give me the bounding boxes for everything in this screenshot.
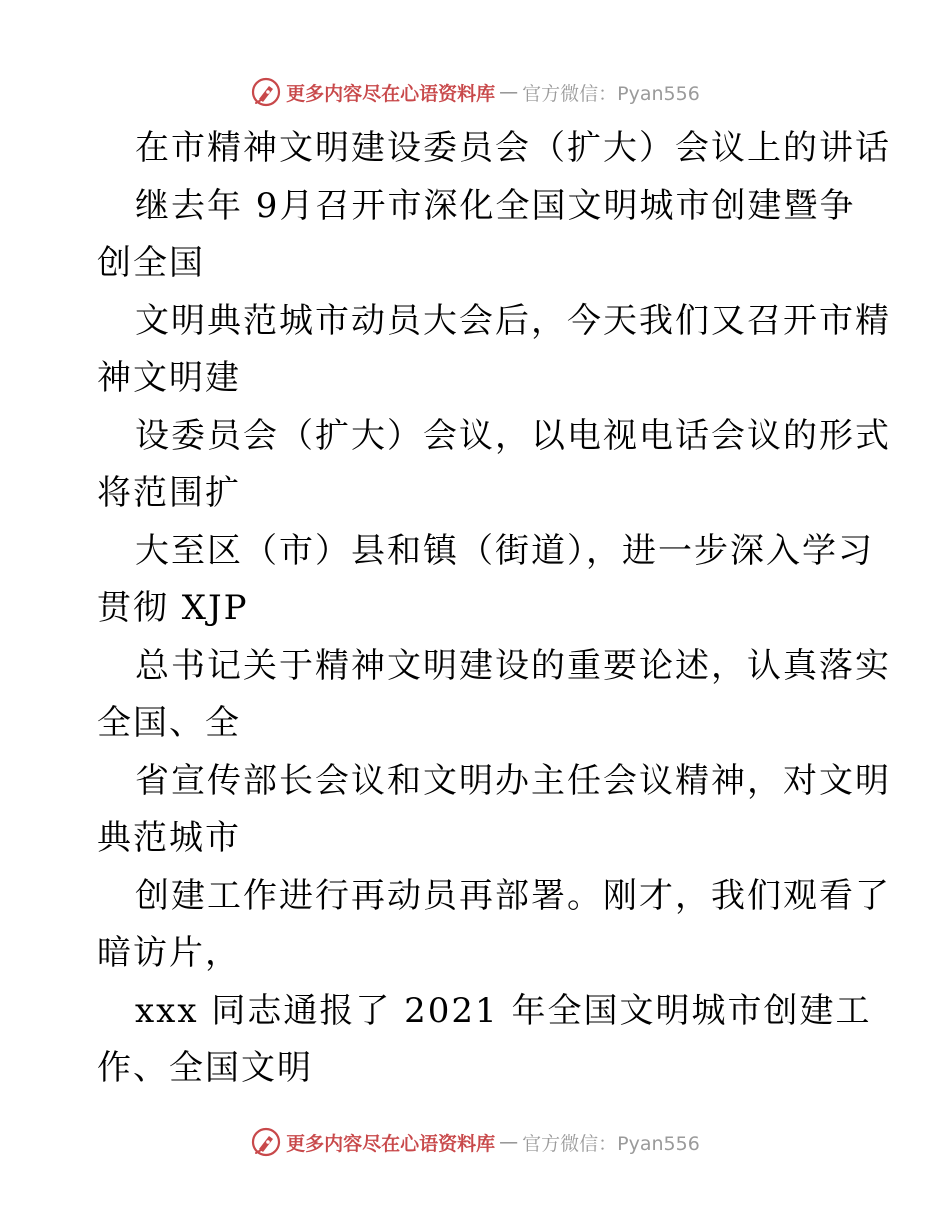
paragraph-line: 贯彻 XJP bbox=[97, 588, 249, 628]
watermark-wechat-text: 官方微信：Pyan556 bbox=[522, 82, 700, 105]
paragraph-line: 典范城市 bbox=[97, 818, 241, 858]
paragraph-line: 将范围扩 bbox=[97, 473, 241, 513]
watermark-main-text: 更多内容尽在心语资料库 bbox=[286, 82, 496, 105]
paragraph-line: 全国、全 bbox=[97, 703, 241, 743]
pen-nib-logo-icon bbox=[250, 1126, 282, 1158]
paragraph-line: 总书记关于精神文明建设的重要论述，认真落实 bbox=[135, 645, 891, 686]
paragraph-line: 设委员会（扩大）会议，以电视电话会议的形式 bbox=[135, 415, 891, 456]
footer-watermark bbox=[0, 1122, 950, 1162]
paragraph-line: 暗访片， bbox=[97, 933, 241, 973]
paragraph-line: xxx 同志通报了 2021 年全国文明城市创建工 bbox=[135, 990, 872, 1031]
watermark-dash: — bbox=[499, 1131, 519, 1153]
paragraph-line: 创建工作进行再动员再部署。刚才，我们观看了 bbox=[135, 875, 891, 916]
document-title-line: 在市精神文明建设委员会（扩大）会议上的讲话 bbox=[135, 128, 891, 168]
watermark-main-text: 更多内容尽在心语资料库 bbox=[286, 1132, 496, 1155]
pen-nib-logo-icon bbox=[250, 76, 282, 108]
header-watermark bbox=[0, 72, 950, 112]
document-body bbox=[97, 120, 891, 1098]
paragraph-line: 创全国 bbox=[97, 243, 205, 283]
watermark-wechat-text: 官方微信：Pyan556 bbox=[522, 1132, 700, 1155]
watermark-dash: — bbox=[499, 81, 519, 103]
paragraph-line: 文明典范城市动员大会后，今天我们又召开市精 bbox=[135, 300, 891, 341]
paragraph-line: 省宣传部长会议和文明办主任会议精神，对文明 bbox=[135, 760, 891, 801]
paragraph-line: 继去年 9月召开市深化全国文明城市创建暨争 bbox=[135, 185, 856, 226]
paragraph-line: 神文明建 bbox=[97, 358, 241, 398]
paragraph-line: 作、全国文明 bbox=[97, 1048, 313, 1088]
paragraph-line: 大至区（市）县和镇（街道），进一步深入学习 bbox=[135, 530, 874, 571]
